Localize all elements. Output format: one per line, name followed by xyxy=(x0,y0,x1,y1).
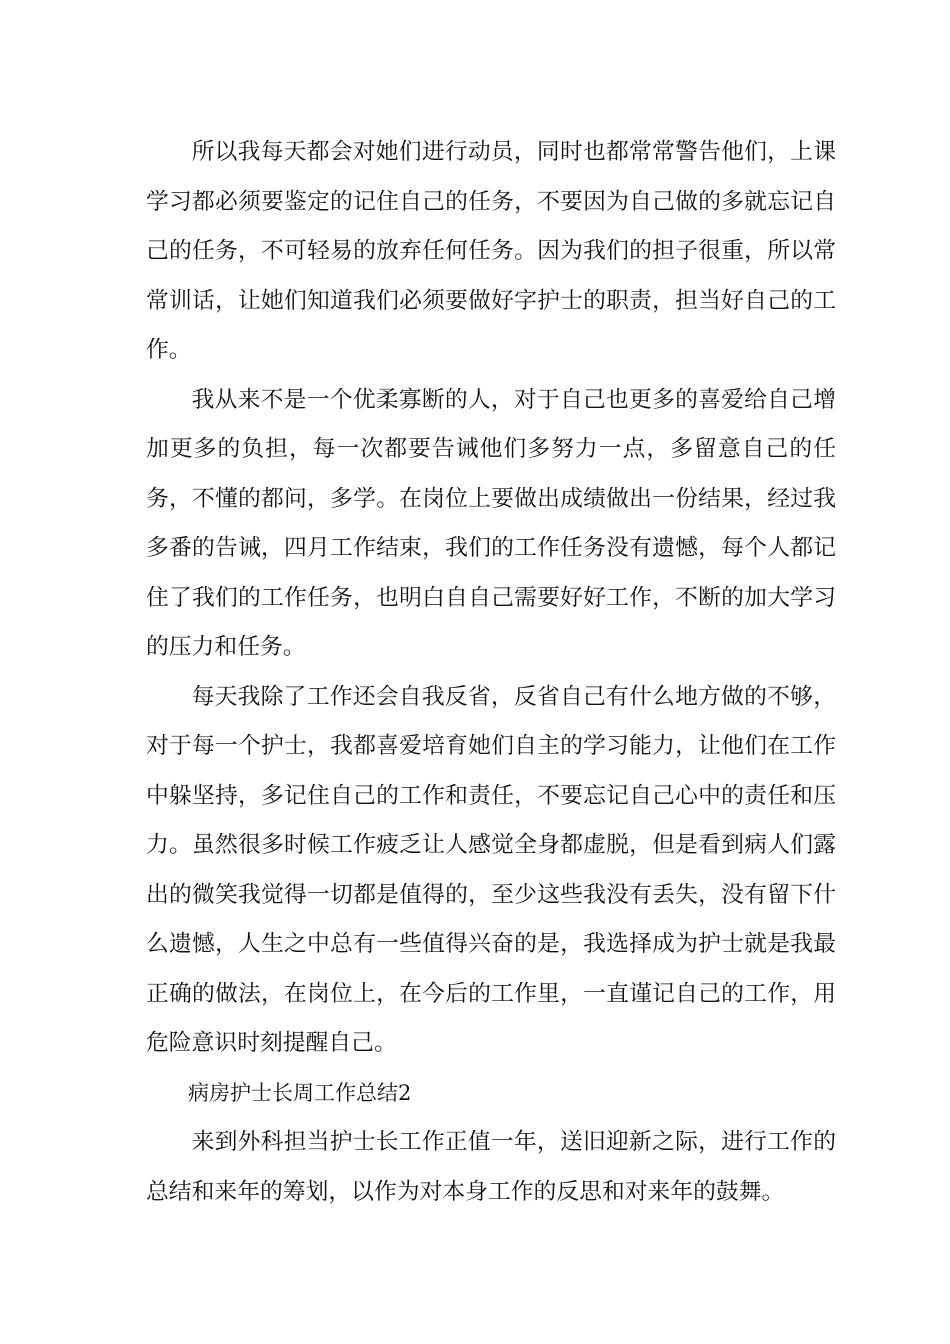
paragraph-1: 所以我每天都会对她们进行动员，同时也都常常警告他们，上课学习都必须要鉴定的记住自己的任务，不要因为自己做的多就忘记自己的任务，不可轻易的放弃任何任务。因为我们的担子很重，所以常常训话，让她们知道我们必须要做好字护士的职责，担当好自己的工作。 xyxy=(146,139,836,363)
paragraph-4: 来到外科担当护士长工作正值一年，送旧迎新之际，进行工作的总结和来年的筹划，以作为对本身工作的反思和对来年的鼓舞。 xyxy=(146,1129,836,1205)
paragraph-2: 我从来不是一个优柔寡断的人，对于自己也更多的喜爱给自己增加更多的负担，每一次都要告诫他们多努力一点，多留意自己的任务，不懂的都问，多学。在岗位上要做出成绩做出一份结果，经过我多番的告诫，四月工作结束，我们的工作任务没有遗憾，每个人都记住了我们的工作任务，也明白自自己需要好好工作，不断的加大学习的压力和任务。 xyxy=(146,386,836,660)
paragraph-3: 每天我除了工作还会自我反省，反省自己有什么地方做的不够，对于每一个护士，我都喜爱培育她们自主的学习能力，让他们在工作中躲坚持，多记住自己的工作和责任，不要忘记自己心中的责任和压力。虽然很多时候工作疲乏让人感觉全身都虚脱，但是看到病人们露出的微笑我觉得一切都是值得的，至少这些我没有丢失，没有留下什么遗憾，人生之中总有一些值得兴奋的是，我选择成为护士就是我最正确的做法，在岗位上，在今后的工作里，一直谨记自己的工作，用危险意识时刻提醒自己。 xyxy=(146,683,836,1056)
section-title: 病房护士长周工作总结2 xyxy=(188,1080,412,1105)
document-body xyxy=(146,128,836,1217)
